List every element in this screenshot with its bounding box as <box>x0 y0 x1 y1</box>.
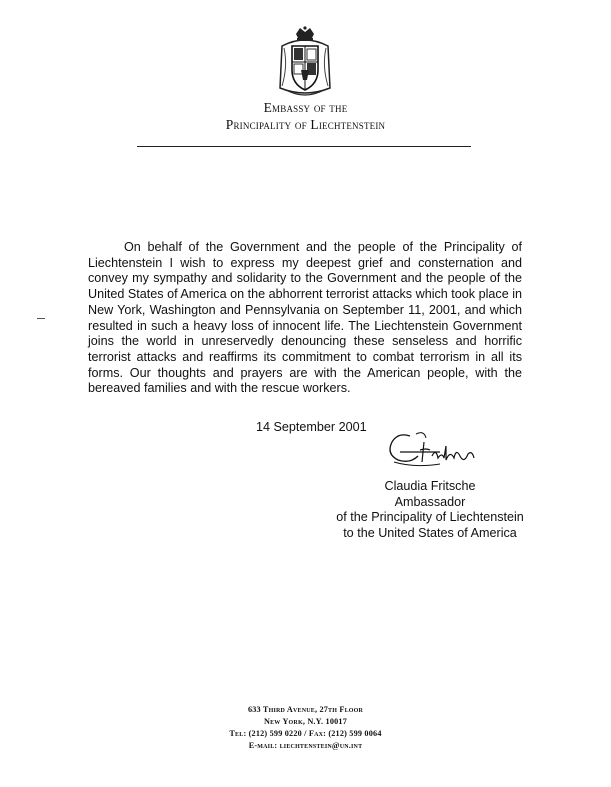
address-city: New York, N.Y. 10017 <box>263 717 347 726</box>
margin-mark <box>37 318 45 319</box>
phone-fax: Tel: (212) 599 0220 / Fax: (212) 599 0064 <box>229 729 382 738</box>
coat-of-arms-icon <box>274 26 336 100</box>
letter-date: 14 September 2001 <box>256 420 367 434</box>
principality-heading: Principality of Liechtenstein <box>225 117 386 132</box>
signatory-mission: to the United States of America <box>343 525 517 540</box>
address-street: 633 Third Avenue, 27th Floor <box>247 705 364 714</box>
email-address: E-mail: liechtenstein@un.int <box>248 741 363 750</box>
signature-icon <box>380 428 492 476</box>
coat-of-arms-seal <box>274 26 336 100</box>
signature-block <box>330 479 530 541</box>
handwritten-signature <box>380 428 492 476</box>
signatory-title: Ambassador <box>394 494 466 509</box>
signatory-name: Claudia Fritsche <box>384 479 476 493</box>
signatory-affiliation: of the Principality of Liechtenstein <box>336 510 524 524</box>
header-divider <box>137 146 471 147</box>
embassy-heading: Embassy of the <box>263 100 348 115</box>
embassy-address-footer <box>0 704 611 752</box>
condolence-paragraph: On behalf of the Government and the people of the Principality of Liechtenstein I wish to express my deepest grief and consternation and convey my sympathy and solidarity to the Government and the people of the United States of America on the abhorrent terrorist attacks which took place in New York, Washington and Pennsylvania on September 11, 2001, and which resulted in such a heavy loss of innocent life. The Liechtenstein Government joins the world in unreservedly denouncing these senseless and horrific terrorist attacks and reaffirms its commitment to combat terrorism in all its forms. Our thoughts and prayers are with the American people, with the bereaved families and with the rescue workers. <box>88 240 523 396</box>
